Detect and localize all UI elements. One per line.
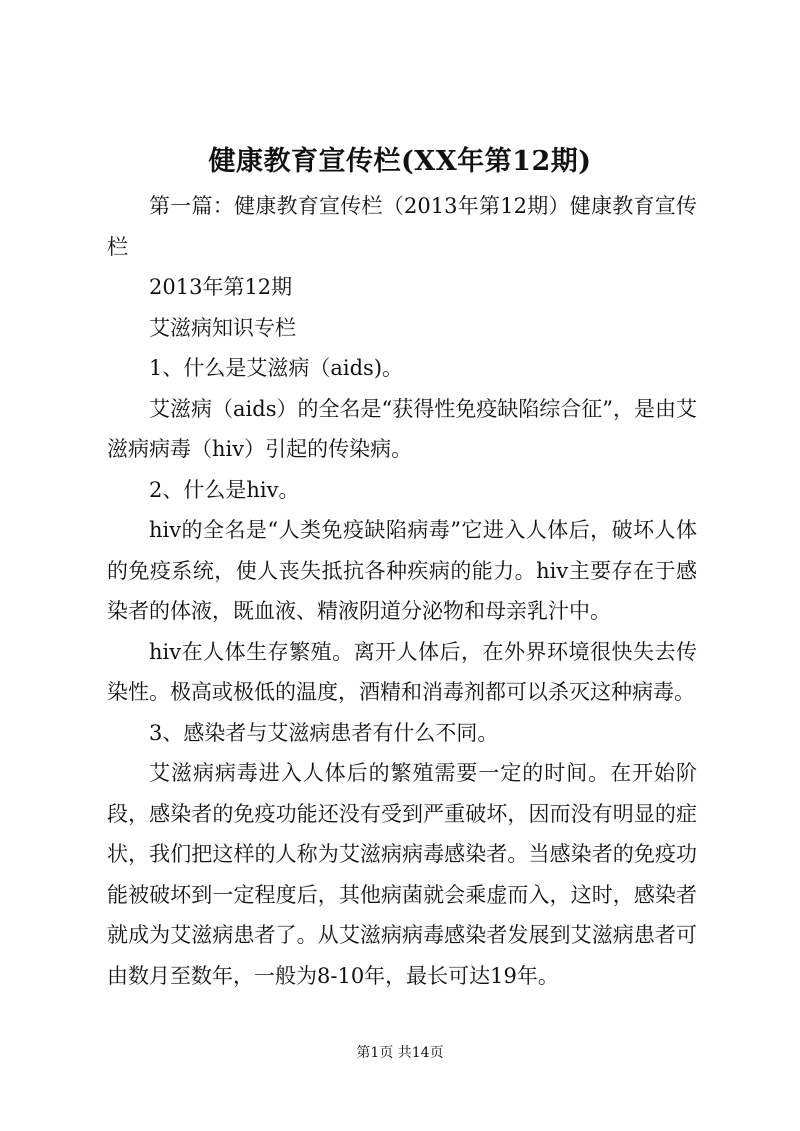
paragraph-hiv-survival: hiv在人体生存繁殖。离开人体后，在外界环境很快失去传染性。极高或极低的温度，酒精和消毒剂都可以杀灭这种病毒。: [107, 639, 697, 704]
paragraph-question-three: 3、感染者与艾滋病患者有什么不同。: [149, 720, 499, 745]
paragraph-infection-progress: 艾滋病病毒进入人体后的繁殖需要一定的时间。在开始阶段，感染者的免疫功能还没有受到严重破坏，因而没有明显的症状，我们把这样的人称为艾滋病病毒感染者。当感染者的免疫功能被破坏到一定程度后，其他病菌就会乘虚而入，这时，感染者就成为艾滋病患者了。从艾滋病病毒感染者发展到艾滋病患者可由数月至数年，一般为8-10年，最长可达19年。: [107, 761, 697, 988]
paragraph-heading-section-one: 第一篇：健康教育宣传栏（2013年第12期）健康教育宣传栏: [107, 194, 697, 259]
paragraph-column-name: 艾滋病知识专栏: [149, 315, 296, 340]
document-body: [107, 186, 697, 996]
paragraph-aids-definition: 艾滋病（aids）的全名是“获得性免疫缺陷综合征”，是由艾滋病病毒（hiv）引起的传染病。: [107, 396, 697, 461]
paragraph-issue-date: 2013年第12期: [149, 275, 293, 299]
paragraph-hiv-definition: hiv的全名是“人类免疫缺陷病毒”它进入人体后，破坏人体的免疫系统，使人丧失抵抗各种疾病的能力。hiv主要存在于感染者的体液，既血液、精液阴道分泌物和母亲乳汁中。: [107, 518, 697, 623]
page-footer: 第1页 共14页: [356, 1045, 444, 1061]
document-title: 健康教育宣传栏(XX年第12期): [208, 146, 592, 177]
paragraph-question-one: 1、什么是艾滋病（aids)。: [149, 356, 404, 380]
paragraph-question-two: 2、什么是hiv。: [149, 477, 300, 502]
